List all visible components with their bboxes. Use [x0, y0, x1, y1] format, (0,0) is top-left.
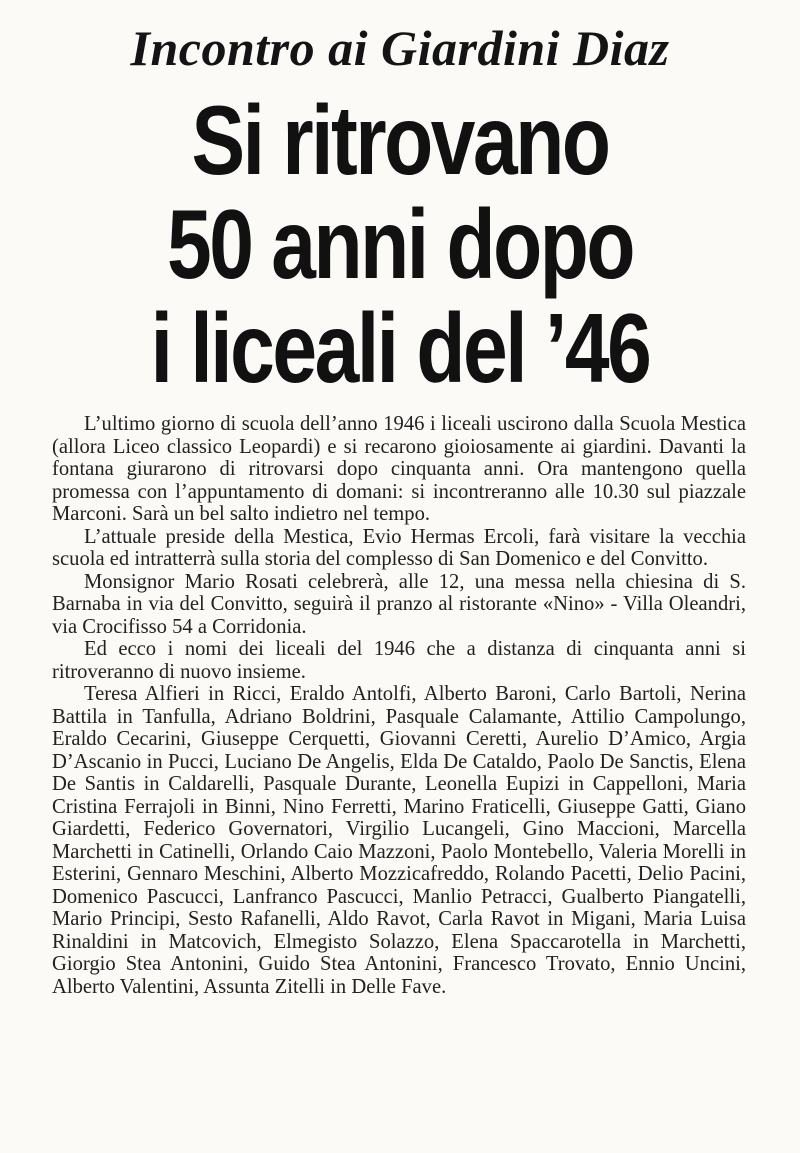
article-kicker: Incontro ai Giardini Diaz: [130, 20, 670, 76]
headline-line-1: Si ritrovano: [191, 85, 609, 195]
article-body: [52, 413, 746, 998]
headline-line-2: 50 anni dopo: [166, 189, 634, 299]
headline-line-3: i liceali del ’46: [150, 293, 650, 403]
paragraph-nomi-intro: Ed ecco i nomi dei liceali del 1946 che a distanza di cinquanta anni si ritroveranno di nuovo insieme.: [52, 638, 746, 683]
paragraph-preside: L’attuale preside della Mestica, Evio Hermas Ercoli, farà visitare la vecchia scuola ed intratterrà sulla storia del complesso di San Domenico e del Convitto.: [52, 525, 746, 570]
article-headline: [40, 85, 760, 403]
paragraph-names-list: Teresa Alfieri in Ricci, Eraldo Antolfi, Alberto Baroni, Carlo Bartoli, Nerina Battila in Tanfulla, Adriano Boldrini, Pasquale Calamante, Attilio Campolungo, Eraldo Cecarini, Giuseppe Cerquetti, Giovanni Ceretti, Aurelio D’Amico, Argia D’Ascanio in Pucci, Luciano De Angelis, Elda De Cataldo, Paolo De Sanctis, Elena De Santis in Caldarelli, Pasquale Durante, Leonella Eupizi in Cappelloni, Maria Cristina Ferrajoli in Binni, Nino Ferretti, Marino Fraticelli, Giuseppe Gatti, Giano Giardetti, Federico Governatori, Virgilio Lucangeli, Gino Maccioni, Marcella Marchetti in Catinelli, Orlando Caio Mazzoni, Paolo Montebello, Valeria Morelli in Esterini, Gennaro Meschini, Alberto Mozzicafreddo, Rolando Pacetti, Delio Pacini, Domenico Pascucci, Lanfranco Pascucci, Manlio Petracci, Gualberto Piangatelli, Mario Principi, Sesto Rafanelli, Aldo Ravot, Carla Ravot in Migani, Maria Luisa Rinaldini in Matcovich, Elmegisto Solazzo, Elena Spaccarotella in Marchetti, Giorgio Stea Antonini, Guido Stea Antonini, Francesco Trovato, Ennio Uncini, Alberto Valentini, Assunta Zitelli in Delle Fave.: [52, 683, 746, 998]
paragraph-intro: L’ultimo giorno di scuola dell’anno 1946 i liceali uscirono dalla Scuola Mestica (allora Liceo classico Leopardi) e si recarono gioiosamente ai giardini. Davanti la fontana giurarono di ritrovarsi dopo cinquanta anni. Ora mantengono quella promessa con l’appuntamento di domani: si incontreranno alle 10.30 sul piazzale Marconi. Sarà un bel salto indietro nel tempo.: [52, 413, 746, 525]
paragraph-messa: Monsignor Mario Rosati celebrerà, alle 12, una messa nella chiesina di S. Barnaba in via del Convitto, seguirà il pranzo al ristorante «Nino» - Villa Oleandri, via Crocifisso 54 a Corridonia.: [52, 570, 746, 638]
